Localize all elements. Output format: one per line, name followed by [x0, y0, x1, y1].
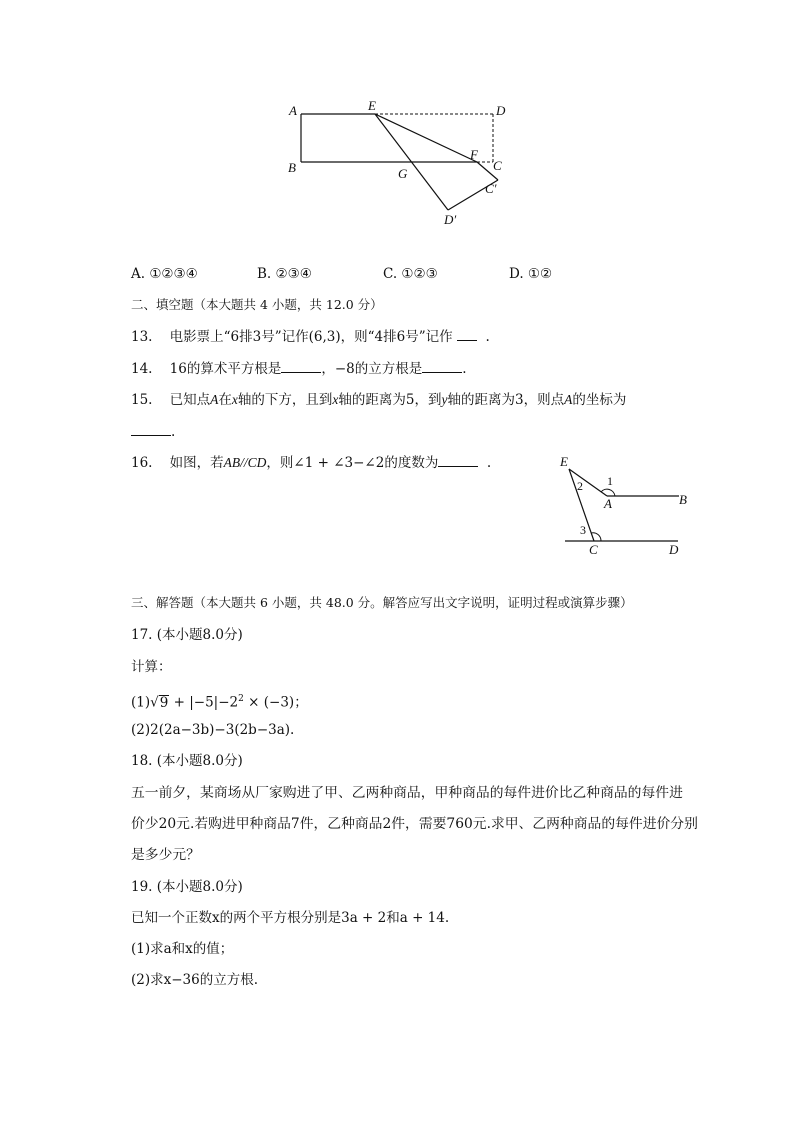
q17-p1-radicand: 9 — [159, 694, 169, 711]
q13-text-b: ，则“4排6号”记作 — [340, 329, 453, 345]
label-a2: A — [604, 496, 612, 511]
label-b2: B — [679, 492, 687, 507]
q16-text-b: ，则∠1 + ∠3−∠2的度数为 — [266, 455, 439, 471]
figure-folded-rectangle — [280, 95, 520, 230]
q15-a2: A — [564, 392, 573, 407]
q16-blank — [438, 454, 478, 467]
angle-label-1: 1 — [607, 474, 613, 488]
q16-end: . — [486, 455, 492, 471]
label-c-prime: C′ — [485, 181, 497, 196]
q17-p1-prefix: (1) — [131, 694, 151, 711]
q15-end: . — [171, 424, 176, 440]
q16-number: 16. — [131, 455, 153, 471]
label-a: A — [289, 103, 297, 118]
section-solve-title: 三、解答题（本大题共 6 小题，共 48.0 分。解答应写出文字说明，证明过程或演算步骤） — [131, 595, 633, 610]
q19-part2: (2)求x−36的立方根. — [131, 972, 259, 988]
label-c: C — [493, 158, 502, 173]
q15-text-b: 在 — [218, 392, 232, 408]
q19-part1: (1)求a和x的值； — [131, 941, 234, 957]
q15-text-e: 轴的距离为3，则点 — [447, 392, 565, 408]
q14-text-a: 16的算术平方根是 — [169, 361, 282, 377]
choice-a: A. ①②③④ — [131, 266, 198, 282]
question-16 — [131, 454, 491, 472]
q13-number: 13. — [131, 329, 153, 345]
label-g: G — [398, 166, 408, 181]
q16-text-a: 如图，若 — [169, 455, 224, 471]
label-e: E — [368, 98, 376, 113]
q15-answer-line — [131, 423, 175, 441]
q15-text-f: 的坐标为 — [572, 392, 627, 408]
label-d2: D — [669, 542, 679, 557]
q18-line-2: 价少20元.若购进甲种商品7件，乙种商品2件，需要760元.求甲、乙两种商品的每件进价分别 — [131, 816, 698, 832]
q15-text-c: 轴的下方，且到 — [237, 392, 333, 408]
q17-part2: (2)2(2a−3b)−3(2b−3a). — [131, 722, 295, 738]
question-14 — [131, 360, 467, 378]
sqrt-symbol: √ — [150, 694, 159, 711]
q14-blank-1 — [281, 360, 321, 373]
q16-ab-cd: AB//CD — [223, 455, 267, 470]
q15-blank — [131, 423, 171, 436]
label-e2: E — [560, 454, 568, 469]
angle-label-3: 3 — [580, 523, 586, 537]
label-b: B — [288, 160, 296, 175]
q13-coords: (6,3) — [308, 329, 341, 345]
q15-number: 15. — [131, 392, 153, 408]
q18-header: 18. (本小题8.0分) — [131, 753, 243, 769]
q19-line-1: 已知一个正数x的两个平方根分别是3a + 2和a + 14. — [131, 910, 450, 926]
q14-end: . — [462, 361, 467, 377]
label-f: F — [470, 147, 478, 162]
label-d: D — [496, 103, 506, 118]
q14-number: 14. — [131, 361, 153, 377]
question-13 — [131, 328, 490, 346]
section-fill-blank-title: 二、填空题（本大题共 4 小题，共 12.0 分） — [131, 297, 383, 312]
label-d-prime: D′ — [444, 212, 457, 227]
choice-c: C. ①②③ — [383, 266, 438, 282]
q14-blank-2 — [422, 360, 462, 373]
q17-p1-exponent: 2 — [238, 694, 244, 704]
q17-p1-tail: × (−3)； — [243, 694, 308, 711]
q18-line-1: 五一前夕，某商场从厂家购进了甲、乙两种商品，甲种商品的每件进价比乙种商品的每件进 — [131, 785, 683, 801]
q15-x2: x — [332, 392, 339, 407]
question-15 — [131, 391, 626, 409]
q13-blank — [457, 328, 477, 341]
q17-part1 — [131, 690, 308, 712]
label-c2: C — [589, 542, 598, 557]
q15-y: y — [441, 392, 448, 407]
q14-text-b: ，−8的立方根是 — [321, 361, 423, 377]
q13-end: . — [485, 329, 490, 345]
q17-intro: 计算： — [131, 659, 172, 675]
q15-x: x — [231, 392, 238, 407]
choice-d: D. ①② — [509, 266, 553, 282]
angle-label-2: 2 — [577, 479, 583, 493]
q18-line-3: 是多少元？ — [131, 847, 200, 863]
choice-b: B. ②③④ — [257, 266, 312, 282]
q15-text-d: 轴的距离为5，到 — [338, 392, 442, 408]
q13-text-a: 电影票上“6排3号”记作 — [169, 329, 309, 345]
q15-text-a: 已知点 — [169, 392, 211, 408]
q17-p1-rest: + |−5|−2 — [169, 694, 239, 711]
edge-ef — [375, 114, 477, 162]
q19-header: 19. (本小题8.0分) — [131, 879, 243, 895]
figure-parallel-lines — [553, 450, 693, 562]
q17-header: 17. (本小题8.0分) — [131, 627, 243, 643]
q15-a: A — [210, 392, 219, 407]
